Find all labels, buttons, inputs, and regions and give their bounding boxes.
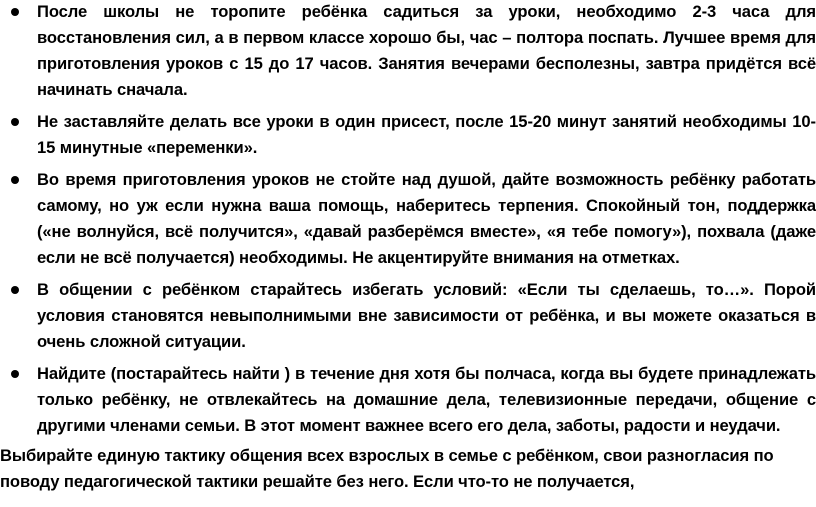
bullet-text: Не заставляйте делать все уроки в один присест, после 15-20 минут занятий необходимы 10-15 минутные «переменки». <box>37 112 816 157</box>
bullet-item-breaks <box>0 109 816 161</box>
closing-paragraph: Выбирайте единую тактику общения всех взрослых в семье с ребёнком, свои разногласия по поводу педагогической тактики решайте без него. Если что-то не получается, <box>0 446 774 491</box>
bullet-dot-icon <box>11 176 19 184</box>
bullet-dot-icon <box>11 370 19 378</box>
bullet-item-conditions <box>0 277 816 355</box>
bullet-dot-icon <box>11 118 19 126</box>
bullet-item-support <box>0 167 816 271</box>
bullet-text: Во время приготовления уроков не стойте над душой, дайте возможность ребёнку работать самому, но уж если нужна ваша помощь, наберитесь терпения. Спокойный тон, поддержка («не волнуйся, всё получится», «давай разберёмся вместе», «я тебе помогу»), похвала (даже если не всё получается) необходимы. Не акцентируйте внимания на отметках. <box>37 170 816 267</box>
bullet-item-after-school <box>0 0 816 103</box>
bullet-text: В общении с ребёнком старайтесь избегать условий: «Если ты сделаешь, то…». Порой условия становятся невыполнимыми вне зависимости от ребёнка, и вы можете оказаться в очень сложной ситуации. <box>37 280 816 351</box>
bullet-dot-icon <box>11 286 19 294</box>
bullet-dot-icon <box>11 8 19 16</box>
bullet-text: После школы не торопите ребёнка садиться за уроки, необходимо 2-3 часа для восстановления сил, а в первом классе хорошо бы, час – полтора поспать. Лучшее время для приготовления уроков с 15 до 17 часов. Занятия вечерами бесполезны, завтра придётся всё начинать сначала. <box>37 2 816 99</box>
bullet-item-time-together <box>0 361 816 439</box>
bullet-text: Найдите (постарайтесь найти ) в течение дня хотя бы полчаса, когда вы будете принадлежать только ребёнку, не отвлекайтесь на домашние дела, телевизионные передачи, общение с другими членами семьи. В этот момент важнее всего его дела, заботы, радости и неудачи. <box>37 364 816 435</box>
